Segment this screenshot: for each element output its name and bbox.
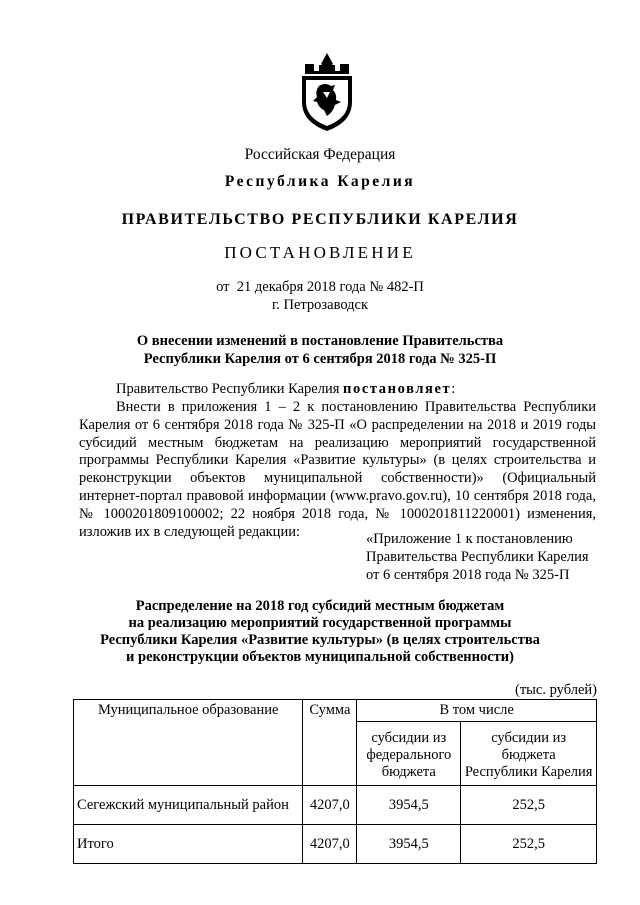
appendix-line: «Приложение 1 к постановлению xyxy=(366,531,573,547)
table-units: (тыс. рублей) xyxy=(515,682,597,698)
document-title-line: О внесении изменений в постановление Правительства xyxy=(136,333,504,349)
row-sum: 4207,0 xyxy=(303,786,357,825)
decree-type: ПОСТАНОВЛЕНИЕ xyxy=(224,243,416,262)
header-federal-line: бюджета xyxy=(381,764,436,780)
document-title-line: Республики Карелия от 6 сентября 2018 года № 325-П xyxy=(143,351,497,367)
republic-name: Республика Карелия xyxy=(224,173,416,190)
resolution-prefix: Правительство Республики Карелия xyxy=(116,381,344,397)
appendix-line: Правительства Республики Карелия xyxy=(366,549,589,565)
header-federal xyxy=(357,722,461,786)
header-including: В том числе xyxy=(357,700,597,722)
distribution-title-line: Распределение на 2018 год субсидий местным бюджетам xyxy=(135,598,505,614)
row-regional: 252,5 xyxy=(461,786,597,825)
table-row xyxy=(74,825,597,864)
distribution-title-line: Республики Карелия «Развитие культуры» (в целях строительства xyxy=(100,632,540,648)
amendment-paragraph: Внести в приложения 1 – 2 к постановлению Правительства Республики Карелия от 6 сентября 2018 года № 325-П «О распределении на 2018 и 2019 годы субсидий местным бюджетам на реализацию мероприятий государственной программы Республики Карелия «Развитие культуры» (в целях строительства и реконструкции объектов муниципальной собственности)» (Официальный интернет-портал правовой информации (www.pravo.gov.ru), 10 сентября 2018 года, № 1000201809100002; 22 ноября 2018 года, № 1000201811220001) изменения, изложив их в следующей редакции: xyxy=(79,399,596,540)
header-sum: Сумма xyxy=(303,700,357,786)
document-title xyxy=(0,332,640,368)
resolution-paragraph xyxy=(79,381,596,399)
header-federal-line: субсидии из xyxy=(371,730,447,746)
subsidy-table xyxy=(73,699,597,864)
distribution-title-line: и реконструкции объектов муниципальной собственности) xyxy=(126,649,514,665)
distribution-title xyxy=(0,598,640,666)
header-municipality: Муниципальное образование xyxy=(74,700,303,786)
row-regional: 252,5 xyxy=(461,825,597,864)
distribution-title-line: на реализацию мероприятий государственной программы xyxy=(128,615,512,631)
table-header-row xyxy=(74,700,597,722)
header-regional-line: Республики Карелия xyxy=(464,764,593,780)
header-regional xyxy=(461,722,597,786)
government-name: ПРАВИТЕЛЬСТВО РЕСПУБЛИКИ КАРЕЛИЯ xyxy=(121,211,519,228)
header-federal-line: федерального xyxy=(366,747,452,763)
country-name: Российская Федерация xyxy=(244,146,396,163)
table-row xyxy=(74,786,597,825)
karelia-coat-of-arms-icon xyxy=(297,52,357,132)
decree-date: от 21 декабря 2018 года № 482-П xyxy=(216,279,424,295)
row-name: Итого xyxy=(74,825,303,864)
resolution-suffix: : xyxy=(451,381,456,397)
resolution-verb: постановляет xyxy=(343,381,452,397)
row-federal: 3954,5 xyxy=(357,825,461,864)
decree-city: г. Петрозаводск xyxy=(271,297,369,313)
row-federal: 3954,5 xyxy=(357,786,461,825)
header-regional-line: субсидии из xyxy=(491,730,567,746)
row-sum: 4207,0 xyxy=(303,825,357,864)
appendix-line: от 6 сентября 2018 года № 325-П xyxy=(366,567,570,583)
appendix-reference xyxy=(366,530,606,584)
row-name: Сегежский муниципальный район xyxy=(74,786,303,825)
header-regional-line: бюджета xyxy=(501,747,556,763)
